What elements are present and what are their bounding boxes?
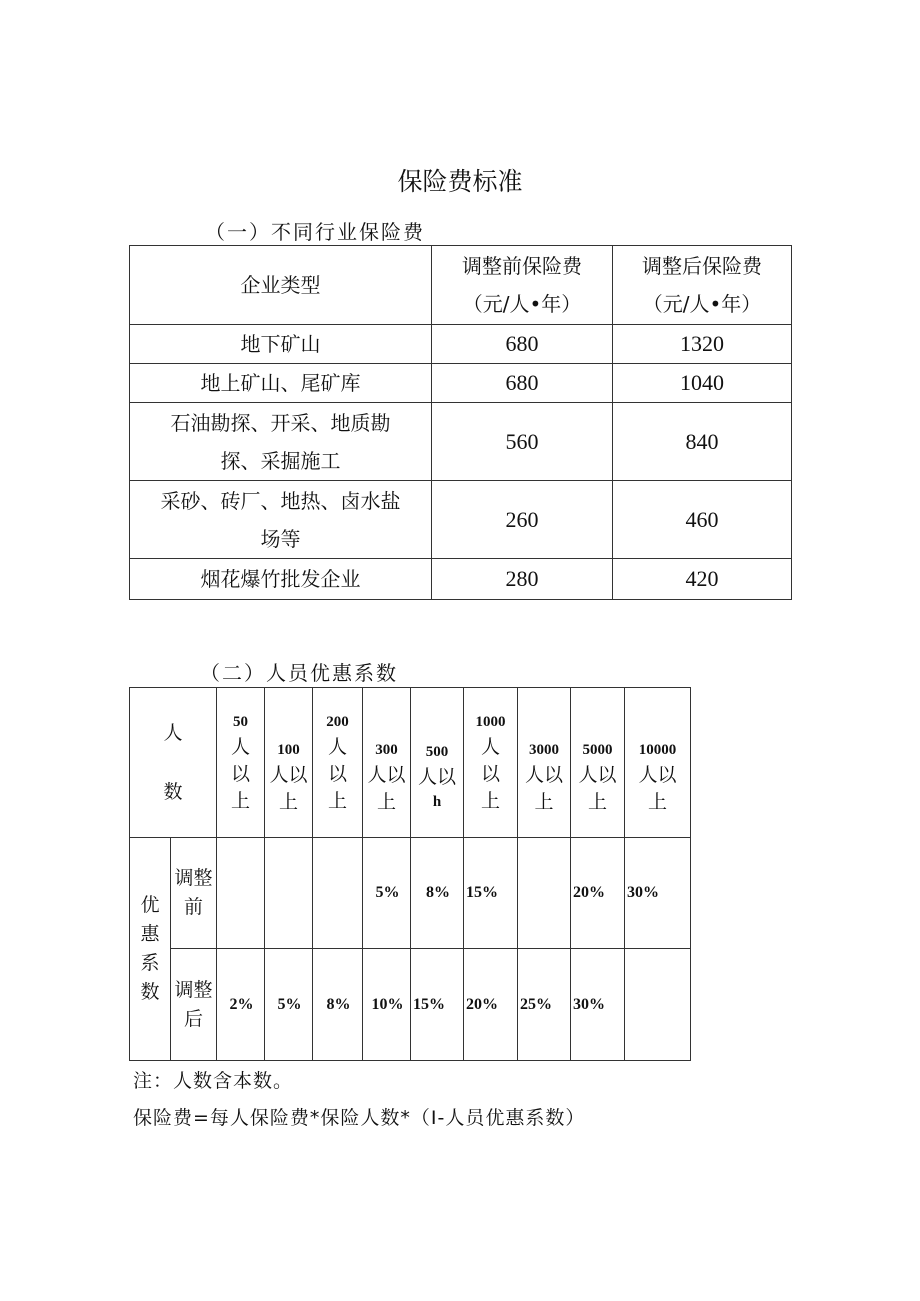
before-label-line2: 前 [184, 896, 204, 918]
col-500-word2: h [432, 794, 442, 810]
col-50-word2: 以 [231, 762, 251, 785]
header-before-line1: 调整前保险费 [462, 254, 582, 278]
col-1000-word1: 人 [481, 735, 501, 758]
before-value [518, 838, 571, 949]
before-value: 30% [625, 838, 691, 949]
cell-after: 1040 [613, 364, 792, 403]
before-value: 5% [363, 838, 411, 949]
cell-type: 地下矿山 [130, 325, 432, 364]
cell-after: 460 [613, 481, 792, 559]
after-label-line2: 后 [184, 1007, 204, 1030]
corner-line2: 数 [163, 780, 183, 803]
col-3000-word1: 人以 [525, 764, 564, 786]
col-50-word1: 人 [231, 735, 251, 758]
table-row [130, 481, 792, 559]
cell-type-line1: 采砂、砖厂、地热、卤水盐 [160, 488, 401, 513]
table-row [130, 403, 792, 481]
before-value [217, 838, 265, 949]
before-value [265, 838, 313, 949]
table-row [130, 364, 792, 403]
after-label-line1: 调整 [174, 978, 213, 1001]
table-header-row [130, 246, 792, 325]
cell-after: 840 [613, 403, 792, 481]
after-adjustment-row [130, 949, 691, 1061]
col-200 [313, 688, 363, 838]
after-value: 10% [363, 949, 411, 1061]
table-row [130, 325, 792, 364]
cell-type: 地上矿山、尾矿库 [130, 364, 432, 403]
after-value: 20% [464, 949, 518, 1061]
header-after-line2: （元/人•年） [642, 292, 762, 316]
group-label-char3: 系 [140, 952, 160, 974]
col-200-word1: 人 [328, 735, 348, 758]
col-5000 [571, 688, 625, 838]
section1-heading: （一）不同行业保险费 [205, 220, 425, 244]
after-value: 25% [518, 949, 571, 1061]
col-1000-word3: 上 [481, 789, 501, 812]
note-formula: 保险费=每人保险费*保险人数*（I-人员优惠系数） [133, 1107, 586, 1129]
col-500-word1: 人以 [418, 766, 457, 788]
col-3000 [518, 688, 571, 838]
after-value: 30% [571, 949, 625, 1061]
col-200-word3: 上 [328, 789, 348, 812]
col-3000-num: 3000 [529, 742, 560, 758]
col-10000-word1: 人以 [638, 764, 677, 786]
industry-premium-table [129, 245, 792, 600]
header-after [613, 246, 792, 325]
discount-coefficient-label [130, 838, 171, 1061]
cell-type [130, 403, 432, 481]
cell-before: 680 [432, 325, 613, 364]
cell-type-line2: 场等 [260, 526, 301, 551]
col-100 [265, 688, 313, 838]
cell-before: 280 [432, 559, 613, 600]
group-label-char2: 惠 [140, 923, 160, 945]
col-5000-word2: 上 [588, 791, 608, 813]
before-value: 15% [464, 838, 518, 949]
cell-type: 烟花爆竹批发企业 [130, 559, 432, 600]
cell-before: 560 [432, 403, 613, 481]
col-10000-num: 10000 [638, 742, 677, 758]
col-300-num: 300 [375, 742, 398, 758]
header-before-line2: （元/人•年） [462, 292, 582, 316]
col-200-num: 200 [326, 713, 349, 730]
corner-line1: 人 [163, 721, 183, 744]
before-value: 20% [571, 838, 625, 949]
before-label [171, 838, 217, 949]
before-adjustment-row [130, 838, 691, 949]
col-100-num: 100 [277, 742, 300, 758]
after-value: 2% [217, 949, 265, 1061]
col-10000-word2: 上 [648, 791, 668, 813]
people-count-header [130, 688, 217, 838]
cell-type-line1: 石油勘探、开采、地质勘 [170, 410, 391, 435]
col-1000-num: 1000 [475, 713, 506, 730]
cell-type [130, 481, 432, 559]
col-200-word2: 以 [328, 762, 348, 785]
col-3000-word2: 上 [534, 791, 554, 813]
col-300 [363, 688, 411, 838]
col-100-word1: 人以 [269, 764, 308, 786]
col-50 [217, 688, 265, 838]
col-50-word3: 上 [231, 789, 251, 812]
after-value: 8% [313, 949, 363, 1061]
after-label [171, 949, 217, 1061]
before-value: 8% [411, 838, 464, 949]
page-title: 保险费标准 [397, 167, 523, 196]
discount-coefficient-table [129, 687, 691, 1061]
table-row [130, 559, 792, 600]
after-value [625, 949, 691, 1061]
cell-before: 680 [432, 364, 613, 403]
note-people-count: 注：人数含本数。 [133, 1070, 294, 1092]
before-value [313, 838, 363, 949]
header-after-line1: 调整后保险费 [642, 254, 762, 278]
col-500 [411, 688, 464, 838]
cell-before: 260 [432, 481, 613, 559]
col-300-word2: 上 [377, 791, 397, 813]
col-10000 [625, 688, 691, 838]
col-50-num: 50 [233, 713, 249, 730]
before-label-line1: 调整 [174, 867, 213, 889]
col-1000 [464, 688, 518, 838]
col-5000-word1: 人以 [578, 764, 617, 786]
group-label-char4: 数 [140, 981, 160, 1003]
after-value: 5% [265, 949, 313, 1061]
section2-heading: （二）人员优惠系数 [200, 661, 398, 685]
people-count-header-row [130, 688, 691, 838]
col-500-num: 500 [425, 744, 449, 760]
col-100-word2: 上 [279, 791, 299, 813]
cell-type-line2: 探、采掘施工 [220, 448, 341, 473]
cell-after: 1320 [613, 325, 792, 364]
group-label-char1: 优 [140, 894, 160, 916]
header-enterprise-type: 企业类型 [130, 246, 432, 325]
col-300-word1: 人以 [367, 764, 406, 786]
cell-after: 420 [613, 559, 792, 600]
col-1000-word2: 以 [481, 762, 501, 785]
col-5000-num: 5000 [582, 742, 613, 758]
header-before [432, 246, 613, 325]
after-value: 15% [411, 949, 464, 1061]
